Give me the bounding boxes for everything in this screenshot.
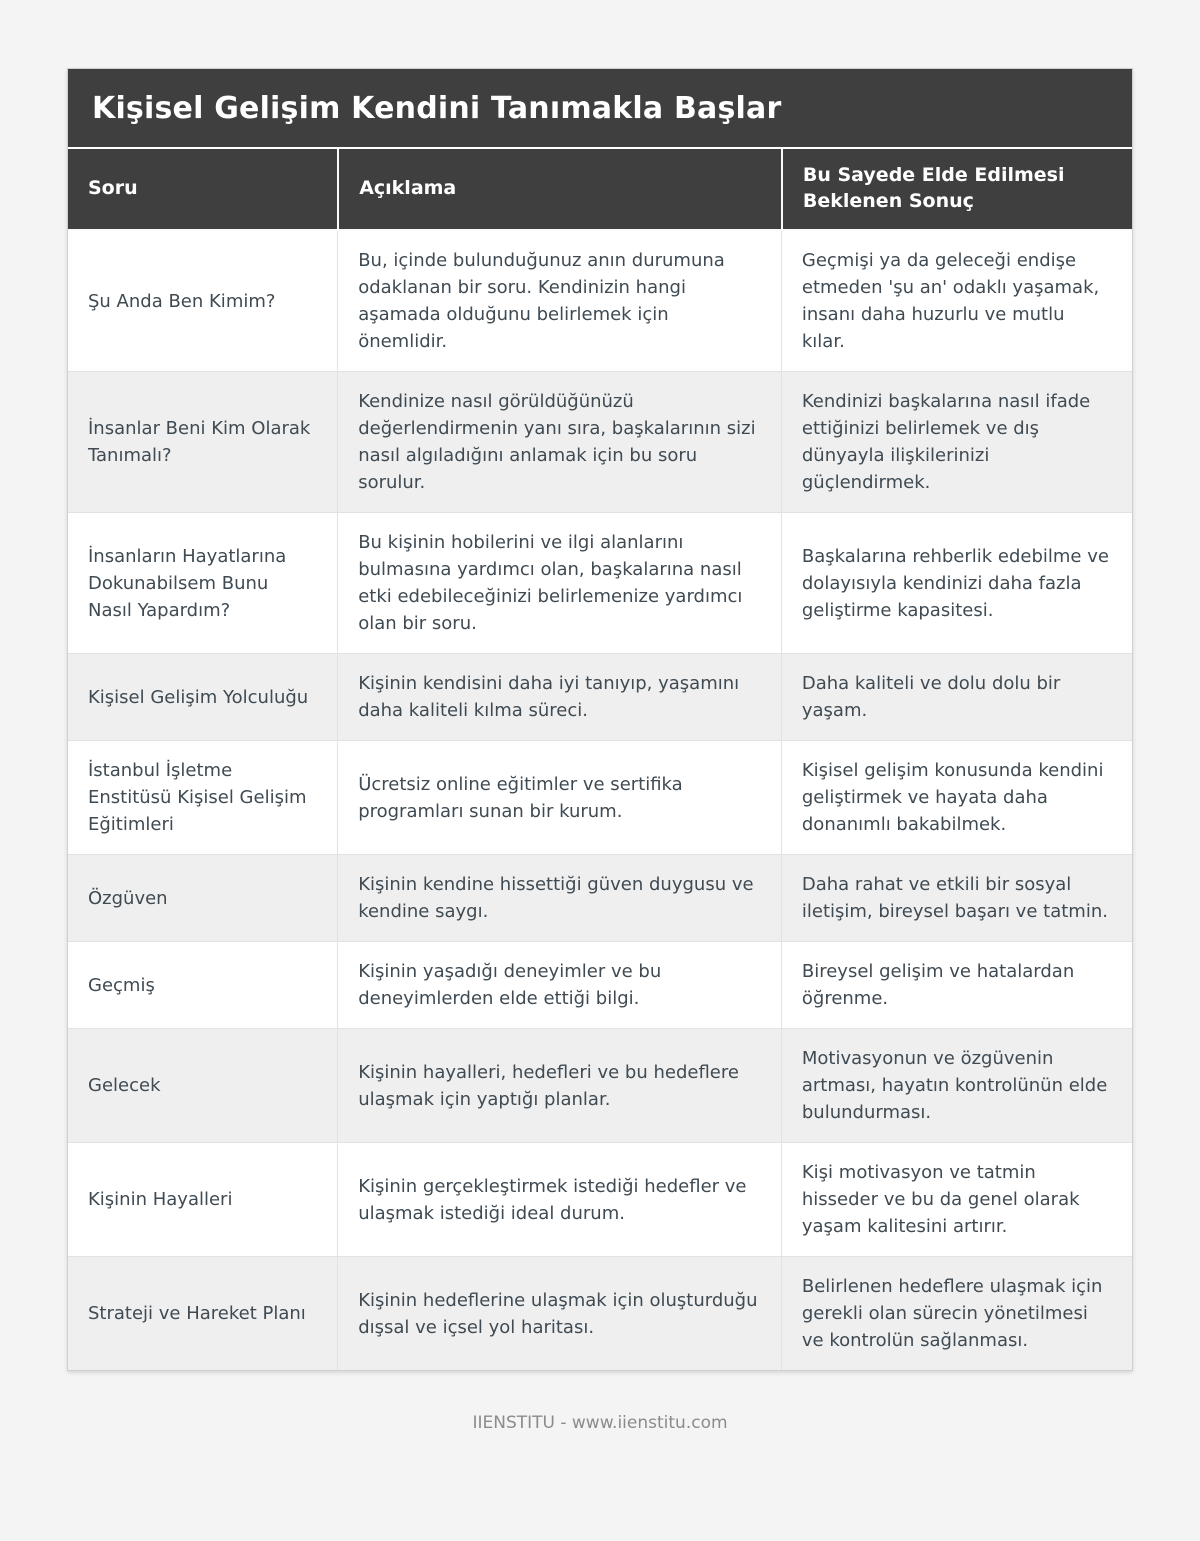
cell-aciklama: Kişinin kendisini daha iyi tanıyıp, yaşamını daha kaliteli kılma süreci.: [337, 653, 781, 740]
table-header: [68, 149, 1132, 231]
cell-sonuc: Daha kaliteli ve dolu dolu bir yaşam.: [781, 653, 1132, 740]
cell-soru: Gelecek: [68, 1028, 337, 1142]
content-container: [67, 0, 1133, 1493]
page-title: Kişisel Gelişim Kendini Tanımakla Başlar: [68, 69, 1132, 147]
cell-aciklama: Kendinize nasıl görüldüğünüzü değerlendirmenin yanı sıra, başkalarının sizi nasıl algıladığını anlamak için bu soru sorulur.: [337, 371, 781, 512]
cell-sonuc: Kendinizi başkalarına nasıl ifade ettiğinizi belirlemek ve dış dünyayla ilişkilerinizi güçlendirmek.: [781, 371, 1132, 512]
cell-sonuc: Geçmişi ya da geleceği endişe etmeden 'şu an' odaklı yaşamak, insanı daha huzurlu ve mutlu kılar.: [781, 231, 1132, 371]
cell-soru: Şu Anda Ben Kimim?: [68, 231, 337, 371]
column-header-soru: Soru: [68, 149, 337, 231]
cell-aciklama: Kişinin hayalleri, hedefleri ve bu hedeflere ulaşmak için yaptığı planlar.: [337, 1028, 781, 1142]
personal-development-table: [68, 149, 1132, 1370]
cell-soru: İnsanlar Beni Kim Olarak Tanımalı?: [68, 371, 337, 512]
cell-soru: Kişisel Gelişim Yolculuğu: [68, 653, 337, 740]
cell-aciklama: Kişinin gerçekleştirmek istediği hedefler ve ulaşmak istediği ideal durum.: [337, 1142, 781, 1256]
table-row: [68, 653, 1132, 740]
table-card: [67, 68, 1133, 1371]
table-body: [68, 231, 1132, 1370]
table-row: [68, 740, 1132, 854]
cell-sonuc: Motivasyonun ve özgüvenin artması, hayatın kontrolünün elde bulundurması.: [781, 1028, 1132, 1142]
table-row: [68, 512, 1132, 653]
column-header-sonuc: Bu Sayede Elde Edilmesi Beklenen Sonuç: [781, 149, 1132, 231]
column-header-aciklama: Açıklama: [337, 149, 781, 231]
table-row: [68, 1142, 1132, 1256]
cell-sonuc: Kişi motivasyon ve tatmin hisseder ve bu da genel olarak yaşam kalitesini artırır.: [781, 1142, 1132, 1256]
cell-aciklama: Ücretsiz online eğitimler ve sertifika programları sunan bir kurum.: [337, 740, 781, 854]
cell-sonuc: Bireysel gelişim ve hatalardan öğrenme.: [781, 941, 1132, 1028]
cell-soru: Kişinin Hayalleri: [68, 1142, 337, 1256]
cell-aciklama: Bu kişinin hobilerini ve ilgi alanlarını bulmasına yardımcı olan, başkalarına nasıl etki edebileceğinizi belirlemenize yardımcı olan bir soru.: [337, 512, 781, 653]
cell-aciklama: Kişinin kendine hissettiği güven duygusu ve kendine saygı.: [337, 854, 781, 941]
footer-credit: IIENSTITU - www.iienstitu.com: [472, 1413, 728, 1433]
cell-soru: İnsanların Hayatlarına Dokunabilsem Bunu Nasıl Yapardım?: [68, 512, 337, 653]
table-row: [68, 941, 1132, 1028]
cell-sonuc: Belirlenen hedeflere ulaşmak için gerekli olan sürecin yönetilmesi ve kontrolün sağlanması.: [781, 1256, 1132, 1370]
table-row: [68, 371, 1132, 512]
cell-aciklama: Kişinin yaşadığı deneyimler ve bu deneyimlerden elde ettiği bilgi.: [337, 941, 781, 1028]
table-row: [68, 854, 1132, 941]
table-row: [68, 1028, 1132, 1142]
cell-soru: Strateji ve Hareket Planı: [68, 1256, 337, 1370]
cell-soru: Özgüven: [68, 854, 337, 941]
cell-sonuc: Kişisel gelişim konusunda kendini geliştirmek ve hayata daha donanımlı bakabilmek.: [781, 740, 1132, 854]
table-row: [68, 1256, 1132, 1370]
cell-aciklama: Kişinin hedeflerine ulaşmak için oluşturduğu dışsal ve içsel yol haritası.: [337, 1256, 781, 1370]
cell-sonuc: Başkalarına rehberlik edebilme ve dolayısıyla kendinizi daha fazla geliştirme kapasitesi.: [781, 512, 1132, 653]
cell-soru: İstanbul İşletme Enstitüsü Kişisel Gelişim Eğitimleri: [68, 740, 337, 854]
cell-sonuc: Daha rahat ve etkili bir sosyal iletişim, bireysel başarı ve tatmin.: [781, 854, 1132, 941]
cell-aciklama: Bu, içinde bulunduğunuz anın durumuna odaklanan bir soru. Kendinizin hangi aşamada olduğunu belirlemek için önemlidir.: [337, 231, 781, 371]
cell-soru: Geçmiş: [68, 941, 337, 1028]
table-row: [68, 231, 1132, 371]
